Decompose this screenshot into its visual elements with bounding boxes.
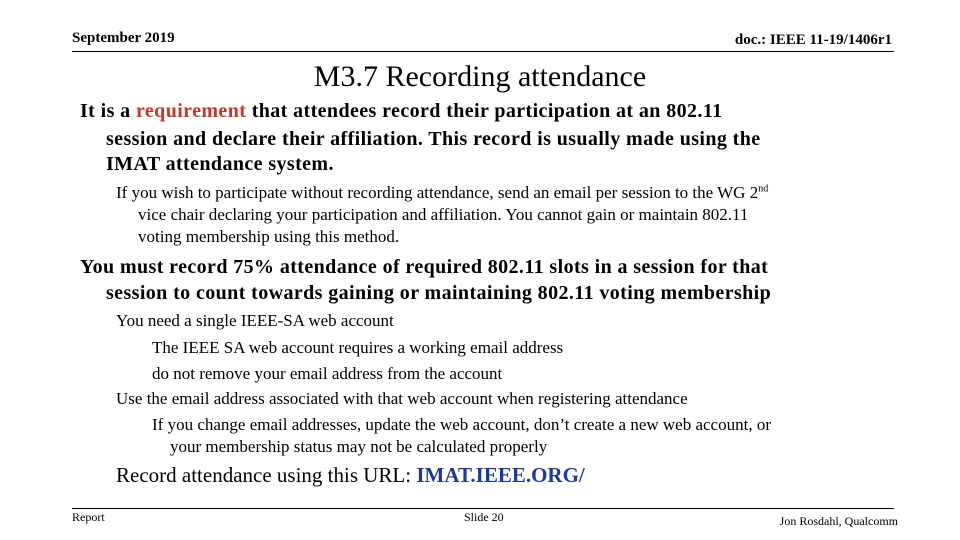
footer-author: Jon Rosdahl, Qualcomm xyxy=(779,514,898,528)
bullet1-pre: It is a xyxy=(80,100,136,122)
footer-left: Report xyxy=(72,510,105,524)
requirement-highlight: requirement xyxy=(135,100,247,122)
bullet1-post: that attendees record their participation at an 802.11 xyxy=(246,100,723,122)
sub1-superscript: nd xyxy=(758,183,769,195)
footer-slide-number: Slide 20 xyxy=(464,510,504,524)
record-url-label: Record attendance using this URL: xyxy=(116,463,417,487)
detail-use-email: Use the email address associated with that web account when registering attendance xyxy=(116,389,688,408)
detail-do-not-remove: do not remove your email address from the account xyxy=(152,364,503,383)
imat-url-link[interactable]: IMAT.IEEE.ORG/ xyxy=(416,463,585,487)
detail-change-line2: your membership status may not be calculated properly xyxy=(170,437,548,456)
sub1-line1 xyxy=(116,182,768,204)
sub1-line3: voting membership using this method. xyxy=(138,227,400,246)
bullet1-line2: session and declare their affiliation. This record is usually made using the xyxy=(106,128,761,150)
slide-title: M3.7 Recording attendance xyxy=(313,60,647,93)
header-rule xyxy=(72,51,894,52)
detail-change-line1: If you change email addresses, update the web account, don’t create a new web account, or xyxy=(152,415,771,434)
bullet2-line1: You must record 75% attendance of required 802.11 slots in a session for that xyxy=(80,256,769,278)
sub1-line2: vice chair declaring your participation and affiliation. You cannot gain or maintain 802.11 xyxy=(138,205,749,224)
header-date: September 2019 xyxy=(72,30,175,46)
detail-email-required: The IEEE SA web account requires a working email address xyxy=(152,338,564,357)
bullet1-line1 xyxy=(80,99,723,123)
footer-rule xyxy=(72,508,894,509)
bullet2-line2: session to count towards gaining or maintaining 802.11 voting membership xyxy=(106,282,772,304)
sub1-text: If you wish to participate without recording attendance, send an email per session to the WG 2 xyxy=(116,183,759,202)
header-doc-id: doc.: IEEE 11-19/1406r1 xyxy=(734,32,892,48)
bullet1-line3: IMAT attendance system. xyxy=(106,153,334,175)
record-url-line xyxy=(116,463,585,488)
detail-account: You need a single IEEE-SA web account xyxy=(116,311,394,330)
